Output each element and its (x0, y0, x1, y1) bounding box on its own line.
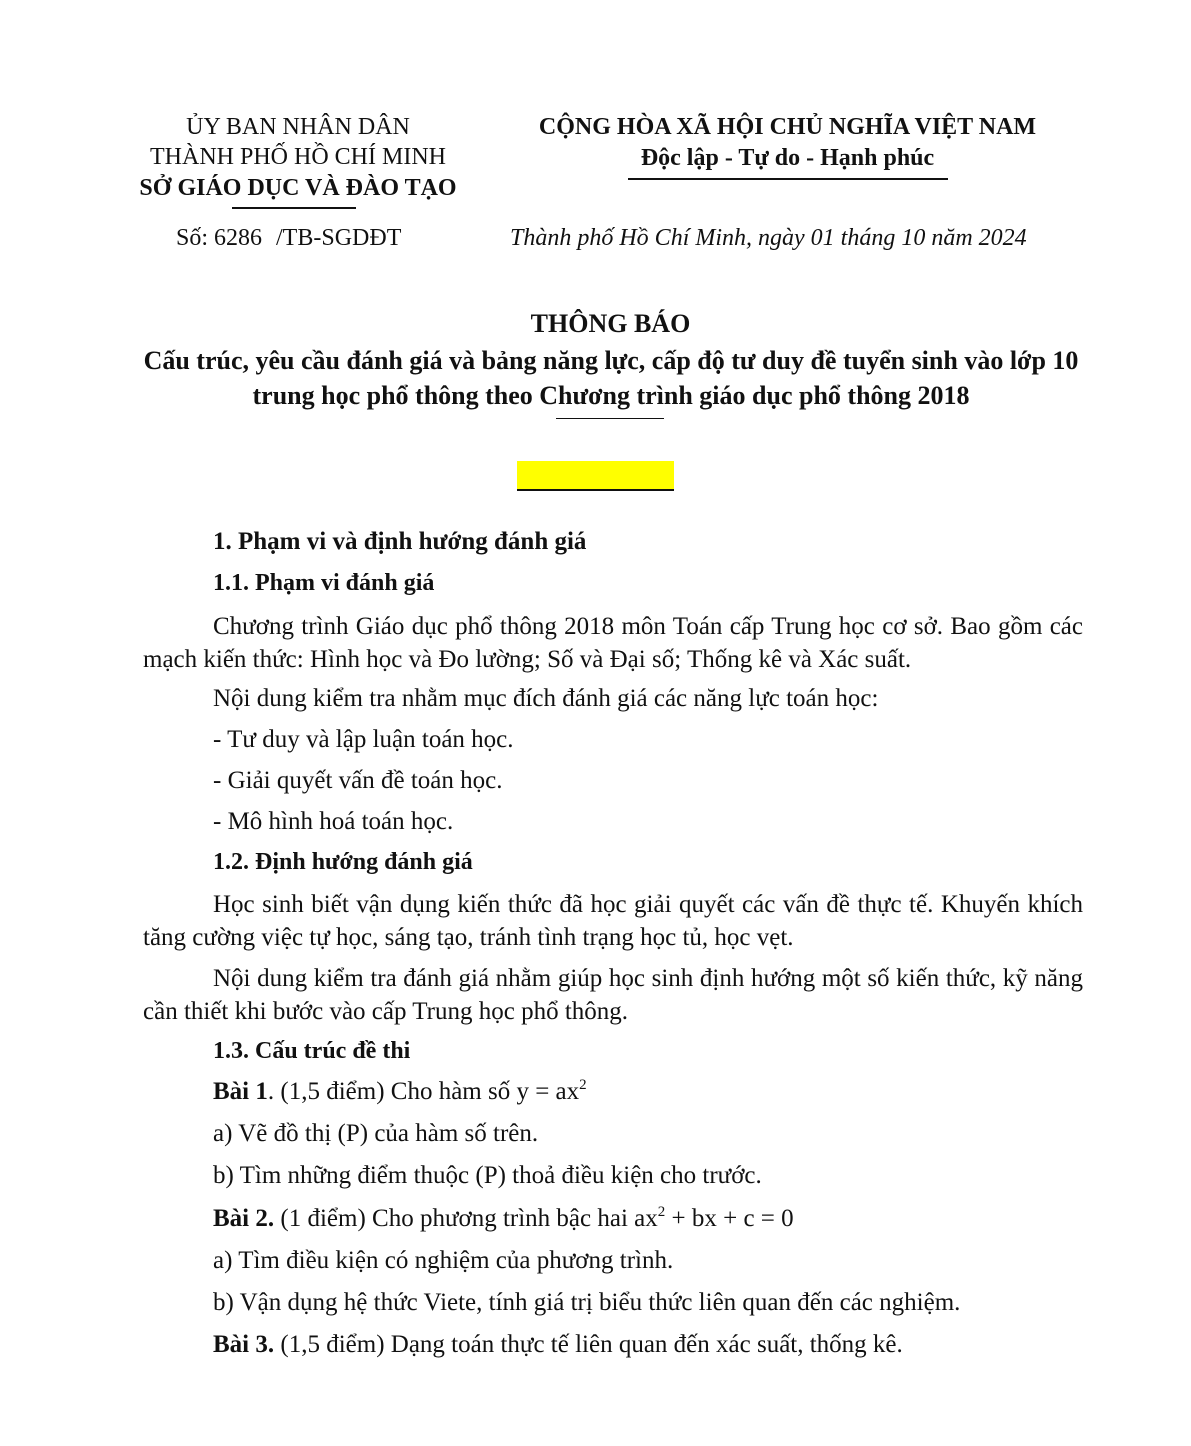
highlight-mark (517, 461, 674, 491)
title-separator (556, 418, 664, 419)
exercise-2-label: Bài 2. (213, 1205, 275, 1232)
agency-name-line2: THÀNH PHỐ HỒ CHÍ MINH (150, 144, 446, 170)
document-number (176, 225, 401, 252)
paragraph-competencies: Nội dung kiểm tra nhằm mục đích đánh giá các năng lực toán học: (213, 685, 879, 712)
number-prefix: Số: (176, 225, 209, 251)
exercise-3-label: Bài 3. (213, 1331, 275, 1358)
exercise-2-text: (1 điểm) Cho phương trình bậc hai ax (274, 1205, 658, 1232)
exercise-1-part-a: a) Vẽ đồ thị (P) của hàm số trên. (213, 1120, 539, 1147)
paragraph-orientation-text: Học sinh biết vận dụng kiến thức đã học giải quyết các vấn đề thực tế. Khuyến khích tăng cường việc tự học, sáng tạo, tránh tình trạng học tủ, học vẹt. (143, 891, 1083, 951)
exercise-1 (213, 1078, 587, 1106)
paragraph-assessment (143, 962, 1083, 1028)
agency-name-line1: ỦY BAN NHÂN DÂN (186, 114, 410, 140)
paragraph-assessment-text: Nội dung kiểm tra đánh giá nhằm giúp học sinh định hướng một số kiến thức, kỹ năng cần thiết khi bước vào cấp Trung học phổ thông. (143, 965, 1083, 1025)
national-title: CỘNG HÒA XÃ HỘI CHỦ NGHĨA VIỆT NAM (538, 114, 1037, 140)
exercise-1-part-b: b) Tìm những điểm thuộc (P) thoả điều kiện cho trước. (213, 1162, 762, 1189)
department-name: SỞ GIÁO DỤC VÀ ĐÀO TẠO (139, 175, 457, 201)
section-heading-1-2: 1.2. Định hướng đánh giá (213, 849, 473, 875)
list-item: - Giải quyết vấn đề toán học. (213, 767, 503, 794)
number-value: 6286 (214, 225, 263, 251)
department-underline (232, 207, 356, 209)
exercise-1-label: Bài 1 (213, 1078, 268, 1105)
exercise-2-exponent: 2 (657, 1204, 666, 1220)
exercise-2-part-a: a) Tìm điều kiện có nghiệm của phương trình. (213, 1247, 674, 1274)
list-item: - Mô hình hoá toán học. (213, 808, 454, 835)
section-heading-1-1: 1.1. Phạm vi đánh giá (213, 570, 435, 596)
exercise-2 (213, 1205, 794, 1233)
page-title: THÔNG BÁO (530, 309, 691, 338)
exercise-2-tail: + bx + c = 0 (665, 1205, 794, 1232)
paragraph-orientation (143, 888, 1083, 954)
exercise-3 (213, 1331, 903, 1359)
section-heading-1-3: 1.3. Cấu trúc đề thi (213, 1038, 411, 1064)
paragraph-scope-text: Chương trình Giáo dục phổ thông 2018 môn Toán cấp Trung học cơ sở. Bao gồm các mạch kiến thức: Hình học và Đo lường; Số và Đại số; Thống kê và Xác suất. (143, 613, 1083, 673)
issue-date: Thành phố Hồ Chí Minh, ngày 01 tháng 10 năm 2024 (510, 225, 1027, 251)
exercise-2-part-b: b) Vận dụng hệ thức Viete, tính giá trị biểu thức liên quan đến các nghiệm. (213, 1289, 961, 1316)
paragraph-scope (143, 610, 1083, 676)
list-item: - Tư duy và lập luận toán học. (213, 726, 514, 753)
motto-underline (628, 178, 948, 180)
exercise-1-exponent: 2 (579, 1077, 587, 1093)
exercise-1-text: . (1,5 điểm) Cho hàm số y = ax (267, 1078, 580, 1105)
page-subtitle-line2: trung học phổ thông theo Chương trình giáo dục phổ thông 2018 (252, 381, 970, 410)
section-heading-1: 1. Phạm vi và định hướng đánh giá (213, 528, 587, 555)
page-subtitle-line1: Cấu trúc, yêu cầu đánh giá và bảng năng lực, cấp độ tư duy đề tuyển sinh vào lớp 10 (143, 346, 1079, 375)
exercise-3-text: (1,5 điểm) Dạng toán thực tế liên quan đến xác suất, thống kê. (274, 1331, 903, 1358)
national-motto: Độc lập - Tự do - Hạnh phúc (640, 145, 935, 171)
number-suffix: /TB-SGDĐT (276, 225, 402, 251)
